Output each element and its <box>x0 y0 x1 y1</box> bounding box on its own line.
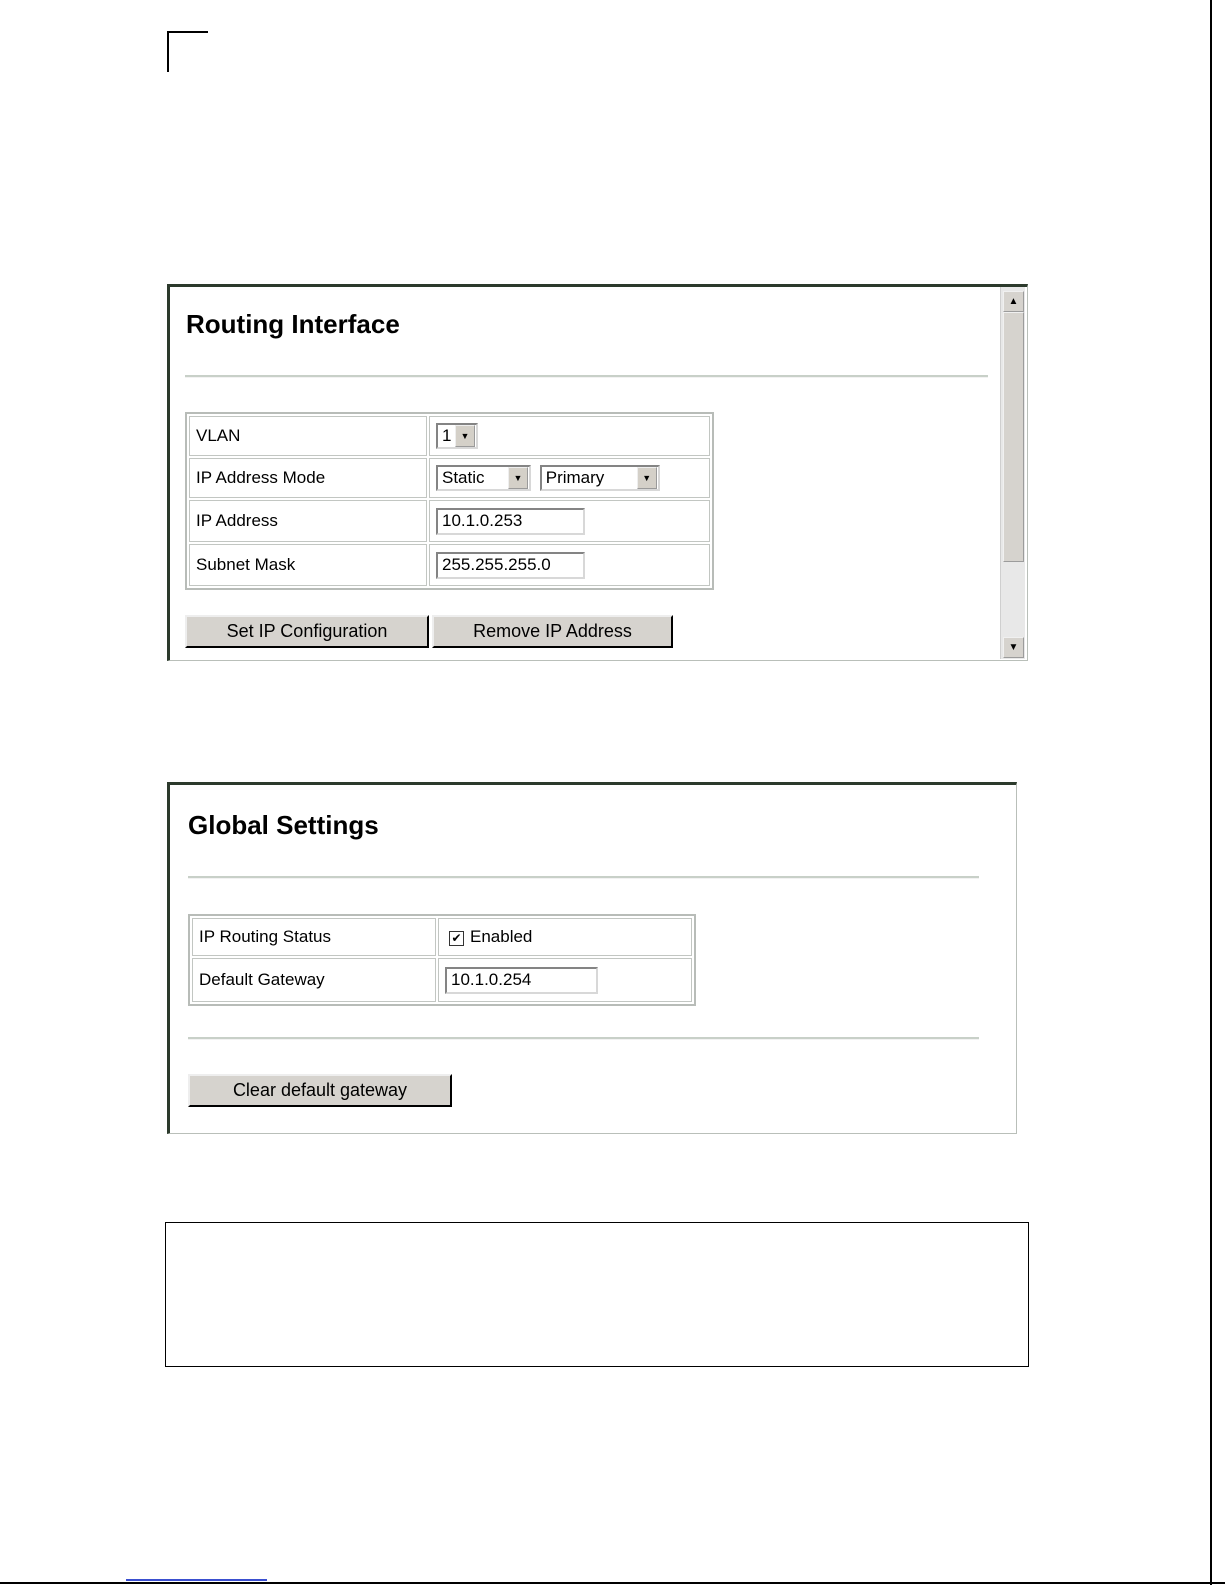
default-gateway-input[interactable] <box>445 967 598 994</box>
global-settings-divider-top <box>188 876 979 879</box>
ip-routing-checkbox[interactable] <box>449 931 464 946</box>
chevron-down-icon[interactable]: ▼ <box>508 467 528 489</box>
routing-interface-title: Routing Interface <box>186 309 400 339</box>
routing-status-label: IP Routing Status <box>192 918 436 956</box>
bottom-link-underline <box>126 1579 267 1581</box>
global-settings-title: Global Settings <box>188 810 379 840</box>
remove-ip-address-button[interactable]: Remove IP Address <box>432 615 673 648</box>
routing-interface-divider <box>185 375 988 378</box>
chevron-down-icon[interactable]: ▼ <box>455 425 475 447</box>
chevron-down-icon[interactable]: ▼ <box>637 467 657 489</box>
checkmark-icon: ✔ <box>451 931 462 945</box>
address-type-value: Primary <box>545 468 605 487</box>
gateway-label: Default Gateway <box>192 958 436 1002</box>
set-ip-configuration-button[interactable]: Set IP Configuration <box>185 615 429 648</box>
vlan-select[interactable] <box>436 423 478 449</box>
arrow-down-icon[interactable]: ▼ <box>1003 637 1024 658</box>
mask-cell <box>429 544 710 586</box>
ip-cell <box>429 500 710 542</box>
ip-row <box>189 500 710 542</box>
vlan-row <box>189 416 710 456</box>
arrow-up-icon[interactable]: ▲ <box>1003 291 1024 312</box>
ip-address-input[interactable] <box>436 508 585 535</box>
crop-mark-horizontal <box>167 31 208 33</box>
global-settings-window <box>167 782 1017 1134</box>
mask-row <box>189 544 710 586</box>
gateway-row <box>192 958 692 1002</box>
scrollbar-thumb[interactable] <box>1003 312 1024 562</box>
routing-status-row <box>192 918 692 956</box>
mode-cell <box>429 458 710 498</box>
page-bottom-rule <box>0 1582 1225 1584</box>
vlan-label: VLAN <box>189 416 427 456</box>
routing-status-value: Enabled <box>470 927 533 946</box>
subnet-mask-input[interactable] <box>436 552 585 579</box>
clear-default-gateway-button[interactable]: Clear default gateway <box>188 1074 452 1107</box>
vlan-select-value: 1 <box>442 426 452 445</box>
global-settings-form <box>188 914 696 1006</box>
vertical-scrollbar[interactable] <box>1000 287 1025 659</box>
address-mode-value: Static <box>442 468 485 487</box>
mode-row <box>189 458 710 498</box>
crop-mark-vertical <box>167 31 169 72</box>
empty-code-box <box>165 1222 1029 1367</box>
routing-interface-window <box>167 284 1028 661</box>
address-type-select[interactable] <box>540 465 660 491</box>
mask-label: Subnet Mask <box>189 544 427 586</box>
routing-interface-form <box>185 412 714 590</box>
address-mode-select[interactable] <box>436 465 531 491</box>
vlan-cell <box>429 416 710 456</box>
global-settings-divider-bottom <box>188 1037 979 1040</box>
ip-label: IP Address <box>189 500 427 542</box>
routing-status-cell <box>438 918 692 956</box>
page-right-rule <box>1210 0 1212 1585</box>
mode-label: IP Address Mode <box>189 458 427 498</box>
gateway-cell <box>438 958 692 1002</box>
